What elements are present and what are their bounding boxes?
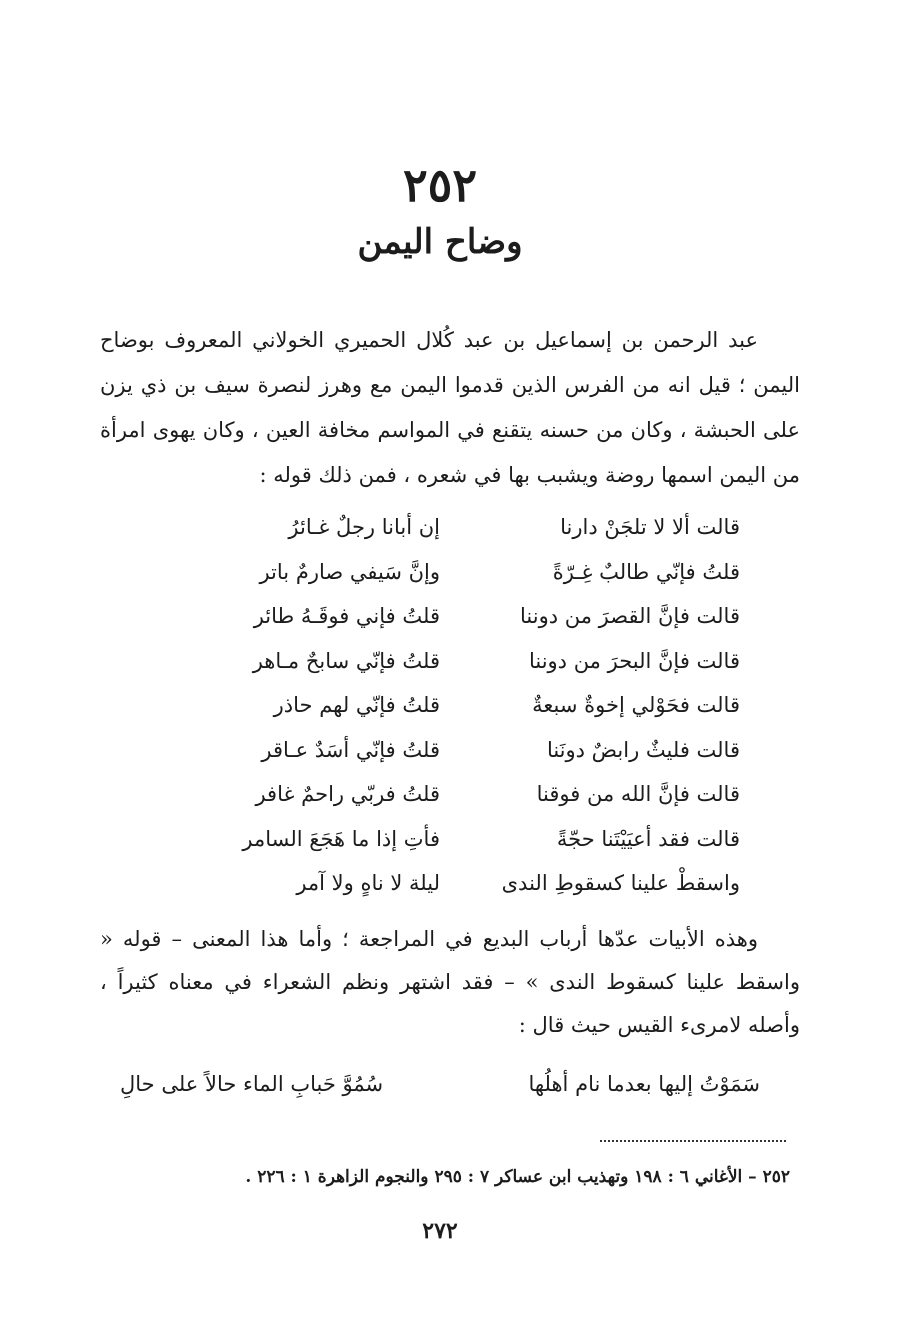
verse-first-hemistich: قلتُ فإنّي طالبٌ غِـرّةً xyxy=(552,559,740,584)
footnote: ٢٥٢ – الأغاني ٦ : ١٩٨ وتهذيب ابن عساكر ٧ : ٢٩٥ والنجوم الزاهرة ١ : ٢٢٦ . xyxy=(245,1167,790,1187)
verse-second-hemistich: قلتُ فإني فوقَـهُ طائر xyxy=(253,604,440,628)
verse-second-hemistich: فأتِ إذا ما هَجَعَ السامر xyxy=(242,826,440,851)
commentary-paragraph: وهذه الأبيات عدّها أرباب البديع في المراجعة ؛ وأما هذا المعنى – قوله « واسقط علينا كسقوط الندى » – فقد اشتهر ونظم الشعراء في معناه كثيراً ، وأصله لامرىء القيس حيث قال : xyxy=(100,927,800,1037)
poem-verse xyxy=(170,861,740,906)
verse-second-hemistich: قلتُ فإنّي سابحٌ مـاهر xyxy=(252,648,440,673)
quoted-verse-second-hemistich: سُمُوَّ حَبابِ الماء حالاً على حالِ xyxy=(120,1072,384,1096)
verse-second-hemistich: قلتُ فإنّي أسَدٌ عـاقر xyxy=(261,737,440,762)
verse-first-hemistich: قالت ألا لا تلجَنْ دارنا xyxy=(560,515,740,539)
intro-paragraph: عبد الرحمن بن إسماعيل بن عبد كُلال الحميري الخولاني المعروف بوضاح اليمن ؛ قيل انه من الفرس الذين قدموا اليمن مع وهرز لنصرة سيف بن ذي يزن على الحبشة ، وكان من حسنه يتقنع في المواسم مخافة العين ، وكان يهوى امرأة من اليمن اسمها روضة ويشبب بها في شعره ، فمن ذلك قوله : xyxy=(100,328,800,487)
quoted-verse-first-hemistich: سَمَوْتُ إليها بعدما نام أهلُها xyxy=(528,1072,760,1096)
poem-verse xyxy=(170,772,740,817)
verse-second-hemistich: ليلة لا ناهٍ ولا آمر xyxy=(296,871,440,895)
verse-first-hemistich: قالت فليثٌ رابضٌ دونَنا xyxy=(546,737,740,762)
poem-verse xyxy=(170,550,740,595)
poem xyxy=(170,505,740,906)
page-number: ٢٧٢ xyxy=(422,1218,458,1244)
verse-first-hemistich: قالت فإنَّ القصرَ من دوننا xyxy=(520,604,740,628)
verse-second-hemistich: وإنَّ سَيفي صارمٌ باتر xyxy=(259,559,440,584)
verse-first-hemistich: قالت فقد أعيَيْتَنا حجّةً xyxy=(556,826,740,851)
verse-second-hemistich: قلتُ فإنّي لهم حاذر xyxy=(273,693,440,717)
poem-verse xyxy=(170,594,740,639)
poem-verse xyxy=(170,683,740,728)
verse-first-hemistich: واسقطْ علينا كسقوطِ الندى xyxy=(501,871,740,895)
verse-second-hemistich: إن أبانا رجلٌ غـائرُ xyxy=(288,515,440,539)
entry-number: ٢٥٢ xyxy=(402,158,478,212)
poem-verse xyxy=(170,505,740,550)
poem-verse xyxy=(170,817,740,862)
entry-title: وضاح اليمن xyxy=(357,222,523,262)
quoted-verse xyxy=(120,1062,760,1106)
verse-first-hemistich: قالت فإنَّ الله من فوقنا xyxy=(536,782,740,806)
poem-verse xyxy=(170,728,740,773)
verse-second-hemistich: قلتُ فربّي راحمٌ غافر xyxy=(255,782,440,806)
verse-first-hemistich: قالت فإنَّ البحرَ من دوننا xyxy=(528,648,740,673)
verse-first-hemistich: قالت فحَوْلي إخوةٌ سبعةٌ xyxy=(532,693,740,717)
footnote-separator xyxy=(600,1140,786,1142)
poem-verse xyxy=(170,639,740,684)
